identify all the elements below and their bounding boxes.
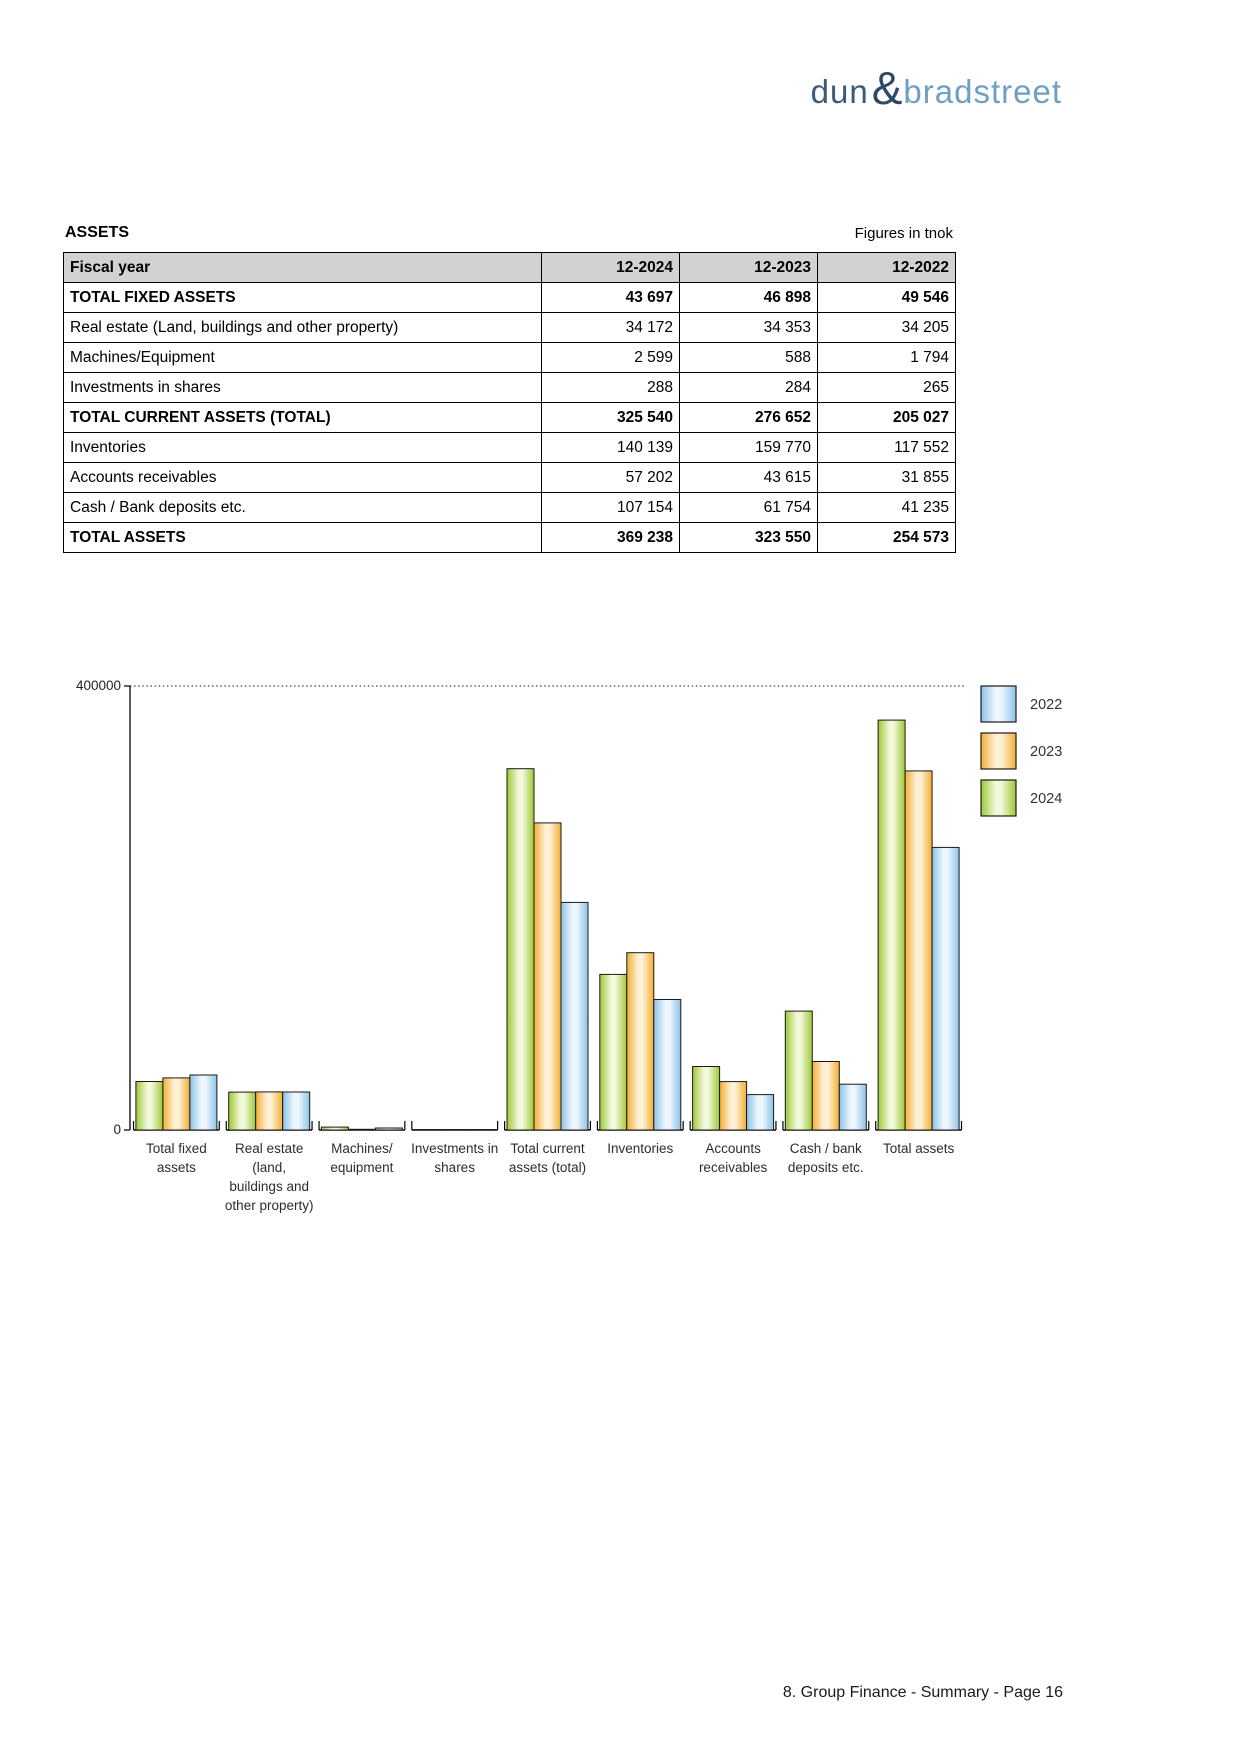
bar-2023-total-assets [905,771,932,1130]
assets-table-body [64,283,956,553]
x-category-label: Investments in shares [411,1141,499,1175]
cell-value: 41 235 [818,493,956,523]
bar-2023-total-fixed-assets [163,1078,190,1130]
column-header-12-2024: 12-2024 [542,253,680,283]
x-category-label: Real estate (land, buildings and other property) [224,1141,314,1213]
cell-value: 1 794 [818,343,956,373]
row-label: TOTAL FIXED ASSETS [64,283,542,313]
row-label: TOTAL ASSETS [64,523,542,553]
column-header-12-2022: 12-2022 [818,253,956,283]
cell-value: 107 154 [542,493,680,523]
table-row [64,433,956,463]
bar-2022-real-estate-land-buildings-and-other-property [283,1092,310,1130]
cell-value: 140 139 [542,433,680,463]
cell-value: 43 697 [542,283,680,313]
row-label: Inventories [64,433,542,463]
bar-2022-total-assets [932,847,959,1130]
cell-value: 205 027 [818,403,956,433]
cell-value: 57 202 [542,463,680,493]
row-label: Machines/Equipment [64,343,542,373]
legend-swatch-2023 [981,733,1016,769]
row-label: TOTAL CURRENT ASSETS (TOTAL) [64,403,542,433]
bar-2023-machines-equipment [348,1129,375,1130]
bar-2024-total-current-assets-total [507,769,534,1130]
y-axis-label-max: 400000 [75,678,121,693]
bar-2023-real-estate-land-buildings-and-other-property [256,1092,283,1130]
x-category-label: Machines/ equipment [330,1141,394,1175]
table-row [64,523,956,553]
bar-2022-total-current-assets-total [561,902,588,1130]
logo-bradstreet-text: bradstreet [903,72,1062,110]
bar-2022-machines-equipment [375,1128,402,1130]
bar-2023-cash-bank-deposits-etc [812,1062,839,1131]
logo-dun-text: dun [810,72,869,110]
cell-value: 323 550 [680,523,818,553]
bar-2024-total-fixed-assets [136,1082,163,1131]
row-label: Cash / Bank deposits etc. [64,493,542,523]
page-footer: 8. Group Finance - Summary - Page 16 [782,1684,1063,1701]
x-category-label: Total current assets (total) [508,1141,587,1175]
table-row [64,463,956,493]
bar-2024-cash-bank-deposits-etc [785,1011,812,1130]
cell-value: 276 652 [680,403,818,433]
cell-value: 265 [818,373,956,403]
table-row [64,373,956,403]
x-category-label: Total fixed assets [146,1141,207,1175]
bar-2022-inventories [654,1000,681,1131]
x-category-label: Cash / bank deposits etc. [787,1141,864,1175]
legend-label-2023: 2023 [1030,744,1063,760]
table-row [64,343,956,373]
x-category-label: Accounts receivables [698,1141,768,1175]
legend-swatch-2024 [981,780,1016,816]
cell-value: 46 898 [680,283,818,313]
x-category-label: Total assets [882,1141,955,1156]
bar-2022-total-fixed-assets [190,1075,217,1130]
bar-2022-accounts-receivables [747,1095,774,1130]
assets-table [63,252,956,553]
bar-2023-inventories [627,953,654,1130]
bar-2024-inventories [600,974,627,1130]
cell-value: 49 546 [818,283,956,313]
bar-2023-total-current-assets-total [534,823,561,1130]
cell-value: 43 615 [680,463,818,493]
assets-bar-chart [0,600,1241,1240]
row-label: Accounts receivables [64,463,542,493]
section-title: ASSETS [65,224,130,241]
table-row [64,493,956,523]
bar-2024-total-assets [878,720,905,1130]
cell-value: 369 238 [542,523,680,553]
cell-value: 34 353 [680,313,818,343]
cell-value: 288 [542,373,680,403]
table-row [64,313,956,343]
cell-value: 588 [680,343,818,373]
logo-ampersand-icon: & [871,62,903,114]
table-row [64,403,956,433]
cell-value: 325 540 [542,403,680,433]
y-axis-label-zero: 0 [113,1122,121,1137]
cell-value: 61 754 [680,493,818,523]
bar-2022-cash-bank-deposits-etc [839,1084,866,1130]
figures-unit-note: Figures in tnok [854,225,953,242]
row-label: Investments in shares [64,373,542,403]
cell-value: 34 172 [542,313,680,343]
cell-value: 284 [680,373,818,403]
legend-label-2024: 2024 [1030,791,1063,807]
x-category-label: Inventories [607,1141,674,1156]
table-header-row [64,253,956,283]
dnb-logo [810,62,1062,114]
cell-value: 34 205 [818,313,956,343]
column-header-12-2023: 12-2023 [680,253,818,283]
cell-value: 31 855 [818,463,956,493]
bar-2023-accounts-receivables [720,1082,747,1130]
cell-value: 117 552 [818,433,956,463]
column-header-fiscal-year: Fiscal year [64,253,542,283]
row-label: Real estate (Land, buildings and other property) [64,313,542,343]
cell-value: 2 599 [542,343,680,373]
bar-2024-real-estate-land-buildings-and-other-property [229,1092,256,1130]
bar-2024-machines-equipment [321,1127,348,1130]
table-row [64,283,956,313]
cell-value: 254 573 [818,523,956,553]
legend-swatch-2022 [981,686,1016,722]
cell-value: 159 770 [680,433,818,463]
legend-label-2022: 2022 [1030,697,1063,713]
bar-2024-accounts-receivables [693,1067,720,1131]
